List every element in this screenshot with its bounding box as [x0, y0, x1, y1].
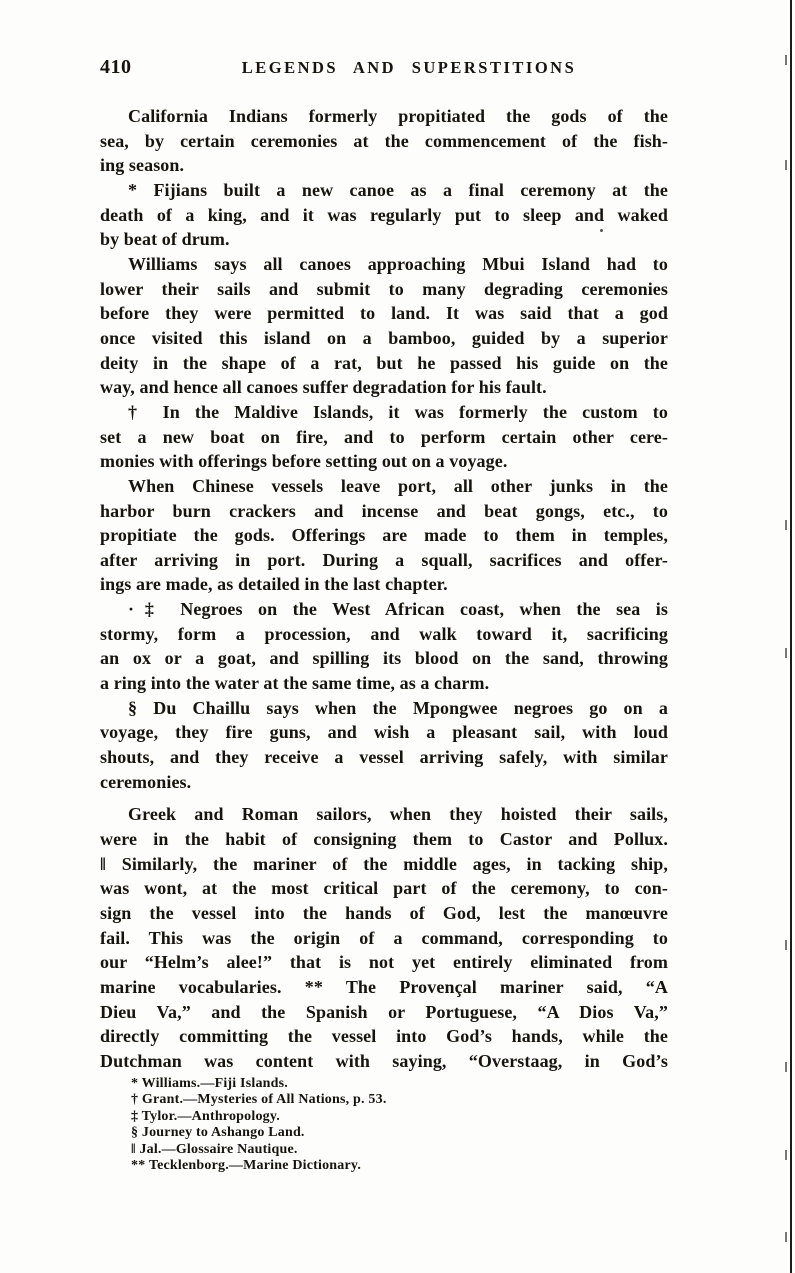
text-line: ·‡ Negroes on the West African coast, when the sea is — [128, 599, 668, 620]
text-line: lower their sails and submit to many degrading ceremonies — [100, 278, 668, 299]
text-line: When Chinese vessels leave port, all other junks in the — [128, 475, 668, 496]
text-line: death of a king, and it was regularly put to sleep and waked — [100, 204, 668, 225]
text-line: harbor burn crackers and incense and beat gongs, etc., to — [100, 500, 668, 521]
text-line: California Indians formerly propitiated the gods of the — [128, 106, 668, 126]
footnote: † Grant.—Mysteries of All Nations, p. 53. — [131, 1092, 387, 1108]
text-line: Greek and Roman sailors, when they hoisted their sails, — [128, 804, 668, 825]
text-line: ing season. — [100, 155, 185, 176]
text-line: by beat of drum. — [100, 229, 230, 250]
paragraph — [100, 178, 668, 252]
text-line: shouts, and they receive a vessel arriving safely, with similar — [100, 747, 668, 768]
text-line: monies with offerings before setting out on a voyage. — [100, 451, 508, 472]
scan-edge-tick — [785, 1232, 787, 1242]
paragraph — [100, 474, 668, 597]
scan-edge-tick — [785, 520, 787, 530]
scan-edge-tick — [785, 1062, 787, 1072]
footnote: * Williams.—Fiji Islands. — [131, 1076, 288, 1091]
scan-edge-tick — [785, 940, 787, 950]
text-line: ings are made, as detailed in the last chapter. — [100, 574, 448, 595]
footnote: ** Tecklenborg.—Marine Dictionary. — [131, 1158, 362, 1174]
text-line: before they were permitted to land. It was said that a god — [100, 303, 668, 324]
scan-page-edge-line — [790, 0, 792, 1273]
footnote: ‖ Jal.—Glossaire Nautique. — [131, 1141, 298, 1157]
page-header — [100, 56, 666, 82]
text-line: set a new boat on fire, and to perform certain other cere- — [100, 426, 668, 447]
text-line: were in the habit of consigning them to Castor and Pollux. — [100, 829, 668, 850]
scan-edge-tick — [785, 1150, 787, 1160]
text-line: sea, by certain ceremonies at the commencement of the fish- — [100, 130, 668, 151]
text-line: fail. This was the origin of a command, corresponding to — [100, 927, 668, 948]
text-line: * Fijians built a new canoe as a final ceremony at the — [128, 179, 668, 200]
footnotes-block — [131, 1076, 651, 1174]
text-line: a ring into the water at the same time, as a charm. — [100, 673, 490, 694]
footnote: ‡ Tylor.—Anthropology. — [131, 1108, 280, 1124]
text-line: Dieu Va,” and the Spanish or Portuguese, “A Dios Va,” — [100, 1001, 668, 1022]
paragraph — [100, 802, 668, 1073]
body-text — [100, 104, 668, 1074]
text-line: way, and hence all canoes suffer degradation for his fault. — [100, 377, 547, 398]
text-line: deity in the shape of a rat, but he passed his guide on the — [100, 352, 668, 373]
text-line: was wont, at the most critical part of the ceremony, to con- — [100, 878, 668, 899]
text-line: an ox or a goat, and spilling its blood on the sand, throwing — [100, 648, 668, 669]
text-line: once visited this island on a bamboo, guided by a superior — [100, 327, 668, 348]
paragraph — [100, 252, 668, 400]
running-title: LEGENDS AND SUPERSTITIONS — [241, 58, 577, 77]
paragraph — [100, 696, 668, 795]
paragraph — [100, 597, 668, 696]
text-line: after arriving in port. During a squall, sacrifices and offer- — [100, 549, 668, 570]
scan-edge-tick — [785, 160, 787, 170]
text-line: sign the vessel into the hands of God, lest the manœuvre — [100, 903, 668, 923]
text-line: stormy, form a procession, and walk toward it, sacrificing — [100, 623, 668, 644]
text-line: voyage, they fire guns, and wish a pleasant sail, with loud — [100, 722, 668, 743]
scan-edge-tick — [785, 55, 787, 65]
text-line: ‖ Similarly, the mariner of the middle ages, in tacking ship, — [100, 853, 668, 874]
paragraph — [100, 104, 668, 178]
text-line: † In the Maldive Islands, it was formerly the custom to — [128, 401, 668, 422]
text-line: § Du Chaillu says when the Mpongwee negroes go on a — [128, 697, 668, 718]
text-line: Dutchman was content with saying, “Overstaag, in God’s — [100, 1050, 668, 1071]
text-line: ceremonies. — [100, 771, 192, 792]
page-number: 410 — [100, 56, 132, 78]
paragraph — [100, 400, 668, 474]
text-line: marine vocabularies. ** The Provençal mariner said, “A — [100, 976, 668, 997]
text-line: our “Helm’s alee!” that is not yet entirely eliminated from — [100, 952, 668, 973]
footnote: § Journey to Ashango Land. — [131, 1125, 305, 1141]
text-line: Williams says all canoes approaching Mbui Island had to — [128, 253, 668, 274]
scan-edge-tick — [785, 648, 787, 658]
text-line: propitiate the gods. Offerings are made to them in temples, — [100, 525, 668, 546]
text-line: directly committing the vessel into God’s hands, while the — [100, 1026, 668, 1047]
